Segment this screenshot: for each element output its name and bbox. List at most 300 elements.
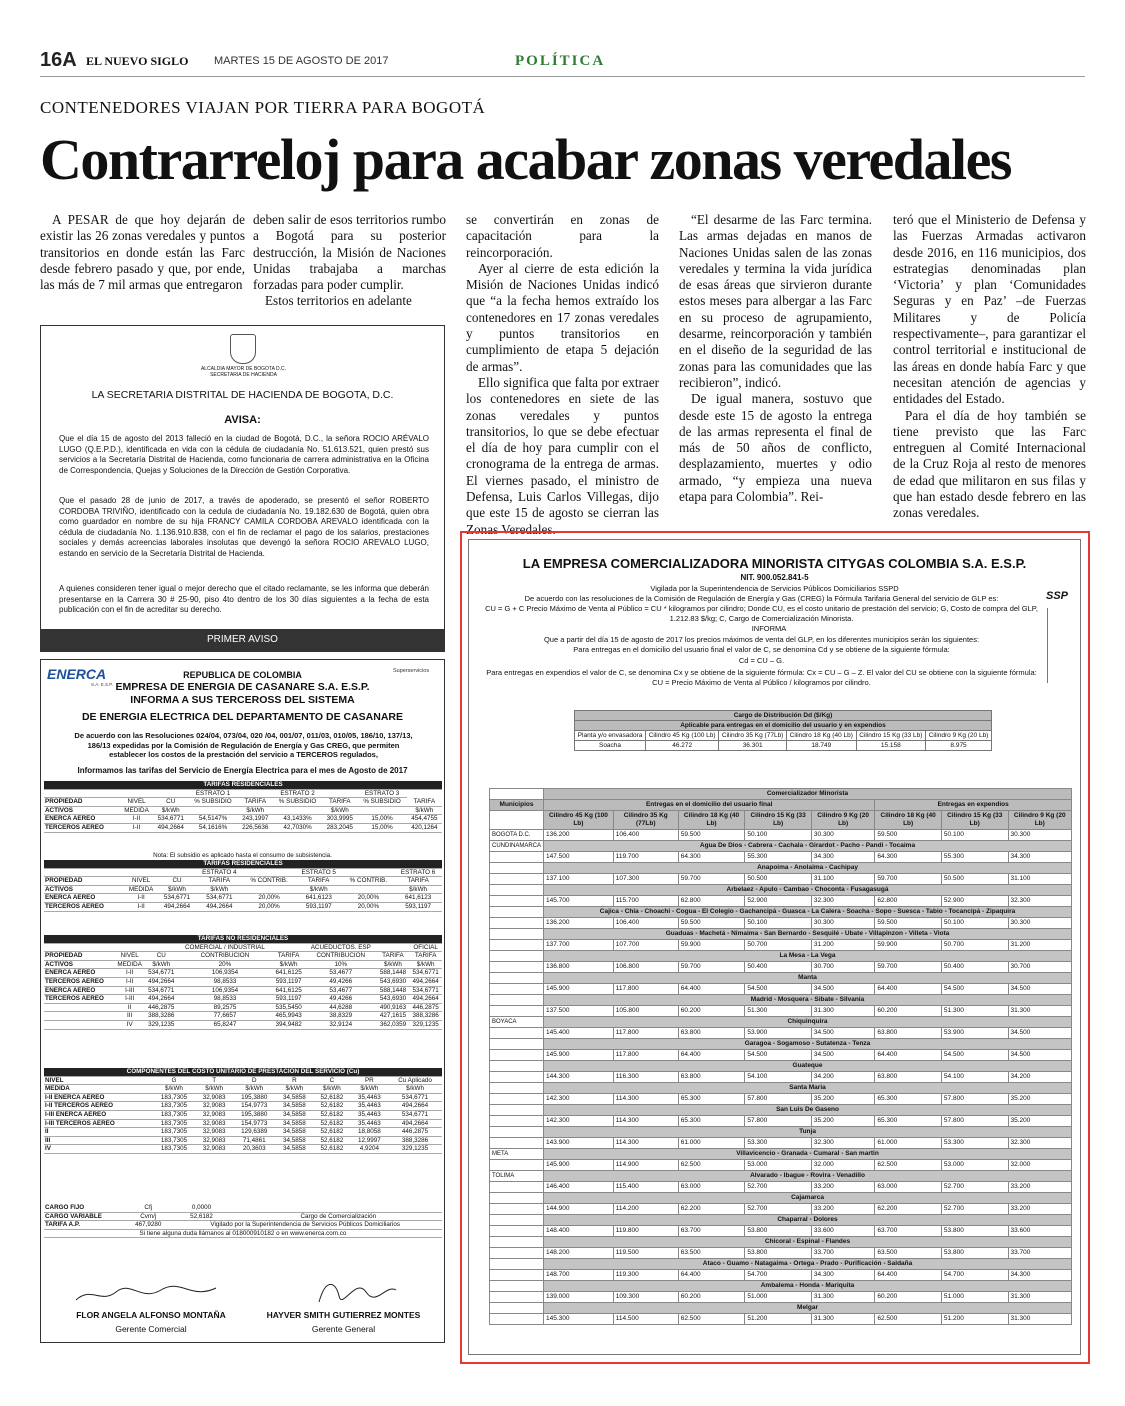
table-row: [490, 1314, 1072, 1325]
table-cell: 593,1197: [394, 902, 442, 911]
price-cell: 31.300: [811, 1292, 874, 1303]
department-label: [490, 929, 544, 940]
table-row: [490, 1028, 1072, 1039]
price-cell: 51.000: [745, 1292, 812, 1303]
table-row: [44, 995, 442, 1004]
price-cell: 52.900: [745, 896, 812, 907]
table-cell: 35,4463: [351, 1119, 388, 1128]
price-cell: 63.800: [875, 1072, 942, 1083]
table-cell: 71,4861: [233, 1136, 276, 1145]
table-row: [44, 1145, 442, 1154]
signatory-name: HAYVER SMITH GUTIERREZ MONTES: [266, 1310, 421, 1320]
ad-line: Cd = CU – G.: [738, 656, 785, 665]
ad-line: Para entregas en expendios el valor de C, se denomina Cx y se obtiene de la siguiente fórmula: Cx = CU – G – Z. El valor del CU se obtiene con la siguiente fórmula: CU = Precio Máximo de Venta al Público / kilogramos por cilindro.: [486, 668, 1037, 687]
table-cell: [490, 1248, 544, 1259]
price-cell: 34.500: [811, 1050, 874, 1061]
price-cell: 65.300: [875, 1094, 942, 1105]
table-cell: 20,00%: [243, 894, 295, 903]
notice-entity: LA SECRETARIA DISTRITAL DE HACIENDA DE BOGOTA, D.C.: [91, 389, 394, 401]
price-cell: 59.500: [875, 830, 942, 841]
table-row: [490, 1204, 1072, 1215]
price-cell: 59.900: [678, 940, 745, 951]
price-cell: 35.200: [1008, 1116, 1072, 1127]
price-cell: 64.300: [678, 852, 745, 863]
table-cell: 38,8329: [305, 1012, 377, 1021]
column-header: Cilindro 15 Kg (33 Lb): [745, 811, 812, 830]
table-cell: [490, 1116, 544, 1127]
table-row: [490, 1281, 1072, 1292]
table-cell: ENERCA AEREO: [44, 815, 120, 824]
newspaper-name: EL NUEVO SIGLO: [86, 54, 189, 68]
table-cell: [44, 789, 120, 798]
table-cell: 129,6389: [233, 1128, 276, 1137]
table-cell: I-II: [120, 823, 153, 832]
price-cell: 54.100: [745, 1072, 812, 1083]
table-cell: [377, 943, 410, 952]
table-row: [490, 984, 1072, 995]
price-cell: 117.800: [613, 984, 678, 995]
table-cell: 18.749: [787, 741, 857, 751]
table-cell: PROPIEDAD: [44, 952, 114, 961]
price-cell: 106.800: [613, 962, 678, 973]
table-cell: 52,6182: [313, 1110, 350, 1119]
table-cell: TARIFA: [394, 877, 442, 886]
price-cell: 50.100: [941, 830, 1008, 841]
town-group: Ambalema - Honda - Mariquita: [544, 1281, 1072, 1292]
table-row: [490, 973, 1072, 984]
town-group: Garagoa - Sogamoso - Sutatenza - Tenza: [544, 1039, 1072, 1050]
price-cell: 107.700: [613, 940, 678, 951]
table-cell: [322, 789, 357, 798]
ad-line: EMPRESA DE ENERGIA DE CASANARE S.A. E.S.P.: [115, 681, 370, 693]
table-cell: I-II: [124, 894, 159, 903]
column-header: Planta y/o envasadora: [575, 731, 646, 741]
ssp-vertical-text: [1047, 608, 1059, 683]
price-cell: 62.200: [678, 1204, 745, 1215]
table-cell: % CONTRIB.: [343, 877, 395, 886]
table-row: [490, 1116, 1072, 1127]
table-cell: TARIFA: [295, 877, 343, 886]
price-cell: 54.500: [745, 1050, 812, 1061]
column-header: Cilindro 35 Kg (77Lb): [719, 731, 787, 741]
price-cell: 114.200: [613, 1204, 678, 1215]
price-cell: 51.200: [941, 1314, 1008, 1325]
department-label: META: [490, 1149, 544, 1160]
notice-paragraph: Que el pasado 28 de junio de 2017, a través de apoderado, se presentó el señor ROBERTO CORDOBA TRIVIÑO, identificado con la cedula de ciudadanía No. 19.182.630 de Bogotá, quien obra como guardador en nombre de su hija FRANCY CAMILA CORDOBA AREVALO identificada con la cédula de ciudadanía No. 1.136.910.838, con el fin de reclamar el pago de los salarios, prestaciones sociales y demás acreencias laborales insolutas que devengó la señora ROCIO AREVALO LUGO, estando en servicio de la Secretaría Distrital de Hacienda.: [59, 496, 429, 558]
table-cell: 183,7305: [153, 1093, 196, 1102]
article-col-2: deben salir de esos territorios rumbo a Bogotá para su posterior destrucción, la Misión de Naciones Unidas trabajaba a marchas forzadas para poder cumplir. Estos territorios en adelante: [253, 212, 446, 309]
table-row: [44, 1119, 442, 1128]
bogota-seal-icon: [230, 334, 256, 364]
price-cell: 142.300: [544, 1116, 614, 1127]
table-cell: [490, 1314, 544, 1325]
price-cell: 145.900: [544, 984, 614, 995]
table-cell: 49,4266: [305, 995, 377, 1004]
table-cell: 20,00%: [343, 902, 395, 911]
price-cell: 136.200: [544, 918, 614, 929]
price-cell: 33.700: [1008, 1248, 1072, 1259]
table-cell: % SUBSIDIO: [273, 798, 322, 807]
price-cell: 33.700: [811, 1248, 874, 1259]
table-cell: MEDIDA: [44, 1085, 153, 1094]
table-row: [490, 1303, 1072, 1314]
price-cell: 32.300: [1008, 1138, 1072, 1149]
table-cell: COMPONENTES DEL COSTO UNITARIO DE PRESTACION DEL SERVICIO (Cu): [44, 1068, 442, 1076]
table-cell: 52,6182: [313, 1102, 350, 1111]
town-group: Villavicencio - Granada - Cumaral - San martin: [544, 1149, 1072, 1160]
table-cell: [243, 885, 295, 894]
price-cell: 119.700: [613, 852, 678, 863]
department-label: [490, 995, 544, 1006]
table-cell: ESTRATO 5: [295, 868, 343, 877]
table-row: [44, 798, 442, 807]
price-cell: 64.400: [678, 1050, 745, 1061]
price-cell: 59.900: [875, 940, 942, 951]
price-table: [489, 788, 1072, 1325]
column-header: Cilindro 45 Kg (100 Lb): [544, 811, 614, 830]
table-cell: 494,2664: [153, 823, 188, 832]
price-cell: 34.500: [1008, 984, 1072, 995]
article-col-3: se convertirán en zonas de capacitación para la reincorporación. Ayer al cierre de esta edición la Misión de Naciones Unidas indicó que “a la fecha hemos extraído los contenedores en 17 zonas veredales y puntos transitorios en cumplimiento de etapa 5 dejación de armas”. Ello significa que falta por extraer los contenedores en siete de las zonas veredales y puntos transitorios, lo que se debe efectuar el día de hoy para cumplir con el cronograma de la entrega de armas. El viernes pasado, el ministro de Defensa, Luis Carlos Villegas, dijo que este 15 de agosto se cierran las Zonas Veredales.: [466, 212, 659, 537]
table-cell: 52,6182: [313, 1093, 350, 1102]
table-cell: TARIFA: [196, 877, 244, 886]
signature-flor-icon: [71, 1282, 221, 1308]
section-label: POLÍTICA: [515, 53, 606, 69]
table-cell: TERCEROS AEREO: [44, 977, 114, 986]
price-cell: 35.200: [1008, 1094, 1072, 1105]
table-cell: 49,4266: [305, 977, 377, 986]
town-group: Agua De Dios - Cabrera - Cachala - Girardot - Pacho - Pandi - Tocaima: [544, 841, 1072, 852]
column-header: Cilindro 9 Kg (20 Lb): [926, 731, 992, 741]
price-cell: 59.500: [678, 918, 745, 929]
table-cell: 98,8533: [178, 977, 273, 986]
table-row: [44, 885, 442, 894]
department-label: [490, 885, 544, 896]
table-cell: 427,1615: [377, 1012, 410, 1021]
price-cell: 63.800: [678, 1072, 745, 1083]
table-row: [44, 877, 442, 886]
table-row: [490, 1072, 1072, 1083]
price-cell: 31.200: [1008, 940, 1072, 951]
price-cell: 147.500: [544, 852, 614, 863]
column-header: Cilindro 18 Kg (40 Lb): [875, 811, 942, 830]
town-group: Guaduas - Machetá - Nimaima - San Bernardo - Sesquilé - Ubate - Villapinzon - Villeta - Viota: [544, 929, 1072, 940]
table-cell: 46.272: [646, 741, 719, 751]
table-row: [490, 1237, 1072, 1248]
table-row: [44, 1136, 442, 1145]
table-cell: 32,9083: [195, 1128, 232, 1137]
table-cell: [124, 868, 159, 877]
town-group: Alvarado - Ibague - Rovira - Venadillo: [544, 1171, 1072, 1182]
table-cell: 154,9773: [233, 1119, 276, 1128]
table-cell: [120, 789, 153, 798]
department-label: [490, 951, 544, 962]
page-header: [40, 47, 1085, 77]
table-cell: I-III: [114, 986, 145, 995]
subsidy-note: Nota: El subsidio es aplicado hasta el consumo de subsistencia.: [153, 852, 332, 859]
table-cell: ENERCA AEREO: [44, 894, 124, 903]
ad-line: CU = G + C Precio Máximo de Venta al Público = CU * kilogramos por cilindro; Donde CU, es el costo unitario de prestación del servicio; G, Costo de compra del GLP, 1.212.83 $/kg; C, Cargo de Comercialización Minorista.: [485, 604, 1038, 623]
residential-tariffs-2: [44, 860, 442, 912]
table-cell: TARIFA: [409, 952, 442, 961]
table-cell: 543,6930: [377, 977, 410, 986]
table-cell: 36.301: [719, 741, 787, 751]
price-cell: 50.100: [941, 918, 1008, 929]
table-row: [490, 1259, 1072, 1270]
department-label: [490, 907, 544, 918]
price-cell: 145.300: [544, 1314, 614, 1325]
table-cell: TERCEROS AEREO: [44, 995, 114, 1004]
table-row: [44, 1093, 442, 1102]
table-row: [490, 929, 1072, 940]
seal-caption: ALCALDIA MAYOR DE BOGOTA D.C. SECRETARIA DE HACIENDA: [200, 366, 287, 378]
table-row: [490, 1270, 1072, 1281]
notice-title: AVISA:: [224, 414, 261, 426]
table-cell: [490, 1094, 544, 1105]
table-cell: [238, 789, 273, 798]
price-cell: 34.200: [1008, 1072, 1072, 1083]
table-cell: 543,6930: [377, 995, 410, 1004]
table-row: [490, 907, 1072, 918]
table-cell: 12,9997: [351, 1136, 388, 1145]
table-row: [490, 962, 1072, 973]
group-header: Entregas en expendios: [875, 800, 1072, 811]
price-cell: 63.500: [875, 1248, 942, 1259]
table-cell: $/kWh: [153, 1085, 196, 1094]
price-cell: 63.700: [875, 1226, 942, 1237]
table-cell: 52,6182: [313, 1136, 350, 1145]
table-cell: 641,6125: [272, 969, 305, 978]
table-row: [44, 789, 442, 798]
price-cell: 32.300: [811, 896, 874, 907]
price-cell: 59.700: [678, 874, 745, 885]
price-cell: 34.200: [811, 1072, 874, 1083]
table-row: [44, 806, 442, 815]
table-cell: 534,6771: [409, 969, 442, 978]
town-group: Arbelaez - Apulo - Cambao - Choconta - Fusagasugá: [544, 885, 1072, 896]
table-cell: [158, 868, 195, 877]
table-cell: 32,9083: [195, 1110, 232, 1119]
table-cell: MEDIDA: [114, 960, 145, 969]
price-cell: 139.000: [544, 1292, 614, 1303]
price-cell: 62.500: [875, 1314, 942, 1325]
ad-line: Vigilada por la Superintendencia de Servicios Públicos Domiciliarios SSPD: [650, 584, 899, 593]
table-cell: [490, 1160, 544, 1171]
department-label: [490, 1215, 544, 1226]
price-cell: 145.900: [544, 1160, 614, 1171]
price-cell: 62.800: [875, 896, 942, 907]
price-cell: 137.500: [544, 1006, 614, 1017]
table-cell: PROPIEDAD: [44, 877, 124, 886]
price-cell: 33.600: [811, 1226, 874, 1237]
table-cell: 494,2664: [158, 902, 195, 911]
table-cell: [490, 1226, 544, 1237]
table-cell: 534,6771: [158, 894, 195, 903]
price-cell: 34.300: [811, 852, 874, 863]
price-cell: 59.700: [875, 962, 942, 973]
table-cell: D: [233, 1076, 276, 1085]
citygas-ad: [460, 531, 1090, 1364]
table-cell: 34,5858: [276, 1110, 313, 1119]
table-cell: 35,4463: [351, 1102, 388, 1111]
price-cell: 33.600: [1008, 1226, 1072, 1237]
table-cell: 534,6771: [145, 969, 178, 978]
table-cell: I-II: [114, 977, 145, 986]
enerca-logo: ENERCA: [47, 666, 107, 682]
price-cell: 137.700: [544, 940, 614, 951]
column-header: Cilindro 18 Kg (40 Lb): [678, 811, 745, 830]
table-cell: 534,6771: [409, 986, 442, 995]
table-cell: 32,9124: [305, 1020, 377, 1029]
table-cell: 42,7030%: [273, 823, 322, 832]
table-row: [44, 943, 442, 952]
table-row: [490, 1006, 1072, 1017]
table-cell: 593,1197: [272, 977, 305, 986]
table-row: [490, 1149, 1072, 1160]
price-cell: 30.300: [1008, 830, 1072, 841]
notice-paragraph: A quienes consideren tener igual o mejor derecho que el citado reclamante, se les informa que deberán presentarse en la Carrera 30 # 25-90, piso 4to dentro de los 30 días siguientes a la fecha de esta publicación con el fin de acreditar su derecho.: [59, 584, 429, 614]
table-row: [44, 1128, 442, 1137]
table-cell: [490, 1072, 544, 1083]
table-row: [490, 940, 1072, 951]
table-row: [490, 1127, 1072, 1138]
signature-hayver-icon: [311, 1272, 401, 1306]
price-cell: 53.000: [745, 1160, 812, 1171]
notice-footer: PRIMER AVISO: [41, 629, 444, 651]
table-cell: [490, 852, 544, 863]
department-label: CUNDINAMARCA: [490, 841, 544, 852]
price-cell: 114.300: [613, 1094, 678, 1105]
department-label: [490, 1083, 544, 1094]
table-cell: 20,00%: [243, 902, 295, 911]
table-cell: ESTRATO 1: [188, 789, 237, 798]
price-cell: 53.300: [941, 1138, 1008, 1149]
table-cell: 43,1433%: [273, 815, 322, 824]
price-cell: 34.500: [1008, 1028, 1072, 1039]
table-cell: 195,3880: [233, 1093, 276, 1102]
table-row: [490, 852, 1072, 863]
table-cell: 20,00%: [343, 894, 395, 903]
table-cell: 54,5147%: [188, 815, 237, 824]
price-cell: 145.900: [544, 1050, 614, 1061]
table-cell: [490, 1028, 544, 1039]
table-cell: 32,9083: [195, 1093, 232, 1102]
town-group: Cajamarca: [544, 1193, 1072, 1204]
table-row: [490, 1182, 1072, 1193]
department-label: [490, 1105, 544, 1116]
department-label: [490, 1193, 544, 1204]
table-cell: [357, 806, 406, 815]
table-cell: TARIFAS RESIDENCIALES: [44, 781, 442, 789]
table-cell: 534,6771: [145, 986, 178, 995]
price-cell: 31.300: [1008, 1314, 1072, 1325]
price-cell: 32.000: [811, 1160, 874, 1171]
table-cell: I-II TERCEROS AEREO: [44, 1102, 153, 1111]
ssp-logo: SSP: [1046, 590, 1069, 602]
table-cell: [490, 962, 544, 973]
price-cell: 53.300: [745, 1138, 812, 1149]
table-cell: 588,1448: [377, 969, 410, 978]
price-cell: 114.300: [613, 1138, 678, 1149]
table-cell: TERCEROS AEREO: [44, 823, 120, 832]
price-cell: 62.800: [678, 896, 745, 907]
table-cell: III: [44, 1136, 153, 1145]
table-row: [44, 781, 442, 789]
page-number: 16A: [40, 49, 77, 71]
table-cell: $/kWh: [153, 806, 188, 815]
headline: Contrarreloj para acabar zonas veredales: [40, 127, 1011, 192]
price-cell: 64.300: [875, 852, 942, 863]
table-cell: 34,5858: [276, 1145, 313, 1154]
table-cell: 52,6182: [313, 1119, 350, 1128]
table-cell: NIVEL: [120, 798, 153, 807]
price-cell: 31.300: [1008, 1292, 1072, 1303]
price-cell: 34.300: [811, 1270, 874, 1281]
price-cell: 52.900: [941, 896, 1008, 907]
kicker: CONTENEDORES VIAJAN POR TIERRA PARA BOGOTÁ: [40, 98, 486, 117]
column-header: Cilindro 45 Kg (100 Lb): [646, 731, 719, 741]
table-cell: $/kWh: [145, 960, 178, 969]
table-cell: 34,5858: [276, 1102, 313, 1111]
price-cell: 31.300: [1008, 1006, 1072, 1017]
price-cell: 57.800: [941, 1094, 1008, 1105]
table-cell: 15.158: [856, 741, 926, 751]
table-cell: 593,1197: [272, 995, 305, 1004]
table-cell: TARIFA: [322, 798, 357, 807]
table-cell: 183,7305: [153, 1128, 196, 1137]
table-cell: 52,6182: [313, 1128, 350, 1137]
table-row: [490, 863, 1072, 874]
table-cell: 420,1264: [407, 823, 442, 832]
town-group: Tunja: [544, 1127, 1072, 1138]
price-cell: 63.700: [678, 1226, 745, 1237]
table-cell: 154,9773: [233, 1102, 276, 1111]
price-cell: 119.300: [613, 1270, 678, 1281]
price-cell: 63.500: [678, 1248, 745, 1259]
table-cell: [114, 943, 145, 952]
ad-line: Para entregas en el domicilio del usuario final el valor de C, se denomina Cd y se obtiene de la siguiente fórmula:: [573, 645, 950, 654]
price-cell: 65.300: [678, 1116, 745, 1127]
table-cell: 183,7305: [153, 1136, 196, 1145]
table-row: [44, 969, 442, 978]
table-row: [490, 789, 1072, 800]
price-cell: 53.900: [941, 1028, 1008, 1039]
table-cell: 641,6123: [394, 894, 442, 903]
department-label: TOLIMA: [490, 1171, 544, 1182]
table-cell: 183,7305: [153, 1119, 196, 1128]
table-row: [490, 1061, 1072, 1072]
table-cell: 641,6125: [272, 986, 305, 995]
ad-line: INFORMA: [751, 624, 787, 633]
price-cell: 34.300: [1008, 852, 1072, 863]
town-group: Chaparral - Dolores: [544, 1215, 1072, 1226]
price-cell: 106.400: [613, 830, 678, 841]
table-cell: 588,1448: [377, 986, 410, 995]
table-row: [44, 1110, 442, 1119]
table-cell: 34,5858: [276, 1136, 313, 1145]
table-cell: I-III TERCEROS AEREO: [44, 1119, 153, 1128]
table-cell: 183,7305: [153, 1145, 196, 1154]
price-cell: 57.800: [745, 1094, 812, 1105]
table-row: [490, 1039, 1072, 1050]
table-cell: 534,6771: [388, 1110, 442, 1119]
price-cell: 33.200: [1008, 1182, 1072, 1193]
table-row: [490, 830, 1072, 841]
table-cell: 388,3286: [388, 1136, 442, 1145]
price-cell: 59.700: [875, 874, 942, 885]
column-header: Cilindro 15 Kg (33 Lb): [856, 731, 926, 741]
table-cell: ESTRATO 6: [394, 868, 442, 877]
